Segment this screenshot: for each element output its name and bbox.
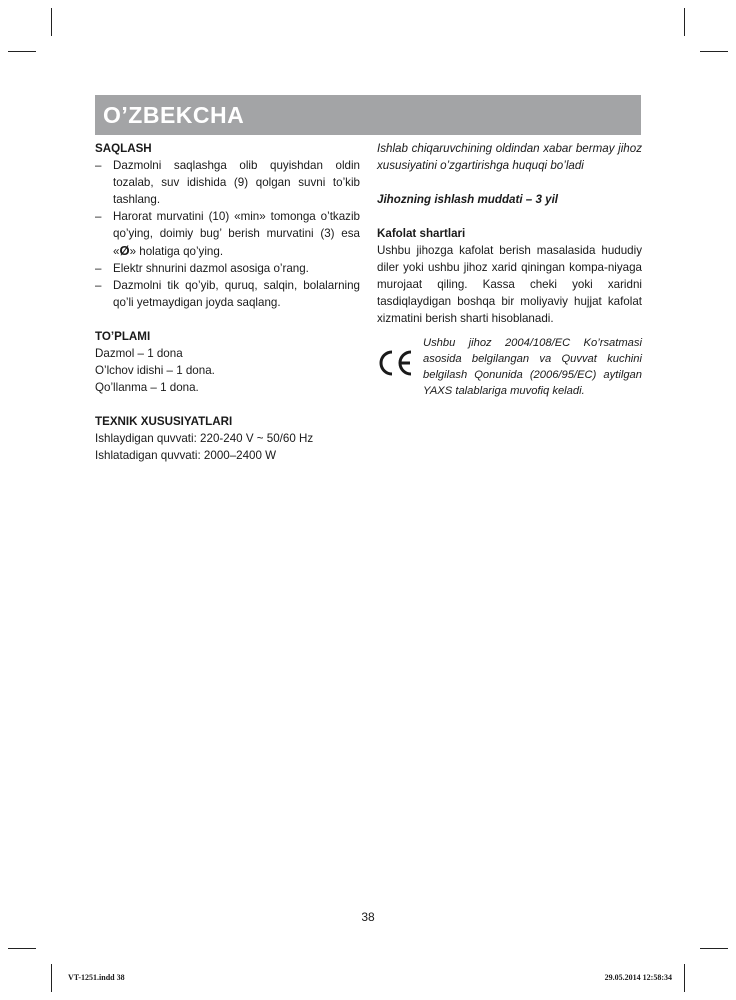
set-item: Qo’llanma – 1 dona. xyxy=(95,381,199,394)
specs-heading: TEXNIK XUSUSIYATLARI xyxy=(95,415,233,428)
warranty-heading: Kafolat shartlari xyxy=(377,227,466,240)
crop-mark xyxy=(700,51,728,52)
list-item: – Harorat murvatini (10) «min» tomonga o’tkazib qo’ying, doimiy bug’ berish murvatini (3) esa «Ø» holatiga qo’ying. xyxy=(95,210,360,258)
list-item: – Elektr shnurini dazmol asosiga o’rang. xyxy=(95,262,309,275)
storage-heading: SAQLASH xyxy=(95,142,152,155)
crop-mark xyxy=(51,8,52,36)
language-banner: O’ZBEKCHA xyxy=(95,95,641,135)
left-column xyxy=(95,140,360,464)
list-item: – Dazmolni tik qo’yib, quruq, salqin, bolalarning qo’li yetmaydigan joyda saqlang. xyxy=(95,279,360,309)
storage-list xyxy=(95,157,360,311)
footer-datetime: 29.05.2014 12:58:34 xyxy=(604,973,672,982)
crop-mark xyxy=(684,8,685,36)
manufacturer-notice: Ishlab chiqaruvchining oldindan xabar bermay jihoz xususiyatini o’zgartirishga huquqi bo’ladi xyxy=(377,142,642,172)
crop-mark xyxy=(684,964,685,992)
warranty-text: Ushbu jihozga kafolat berish masalasida hududiy diler yoki ushbu jihoz xarid qiningan kompa-niyaga murojaat qiling. Kassa cheki yoki xaridni tasdiqlaydigan boshqa bir moliyaviy hujjat kafolat xizmatini berish sharti hisoblanadi. xyxy=(377,244,642,325)
spec-item: Ishlaydigan quvvati: 220-240 V ~ 50/60 Hz xyxy=(95,432,314,445)
crop-mark xyxy=(51,964,52,992)
set-heading: TO’PLAMI xyxy=(95,330,151,343)
ce-compliance xyxy=(377,335,642,405)
list-item: – Dazmolni saqlashga olib quyishdan oldin tozalab, suv idishida (9) qolgan suvni to’kib tashlang. xyxy=(95,159,360,206)
set-item: O’lchov idishi – 1 dona. xyxy=(95,364,215,377)
ce-text: Ushbu jihoz 2004/108/EC Ko’rsatmasi asosida belgilangan va Quvvat kuchini belgilash Qonunida (2006/95/EC) aytilgan YAXS talablariga muvofiq keladi. xyxy=(423,337,642,397)
crop-mark xyxy=(8,948,36,949)
spec-item: Ishlatadigan quvvati: 2000–2400 W xyxy=(95,449,277,462)
steam-off-symbol: Ø xyxy=(119,243,130,258)
service-life: Jihozning ishlash muddati – 3 yil xyxy=(377,193,559,206)
set-item: Dazmol – 1 dona xyxy=(95,347,183,360)
page-number: 38 xyxy=(361,910,375,924)
ce-mark-icon xyxy=(377,348,415,378)
crop-mark xyxy=(700,948,728,949)
crop-mark xyxy=(8,51,36,52)
footer-file: VT-1251.indd 38 xyxy=(68,973,125,982)
right-column xyxy=(377,140,642,405)
